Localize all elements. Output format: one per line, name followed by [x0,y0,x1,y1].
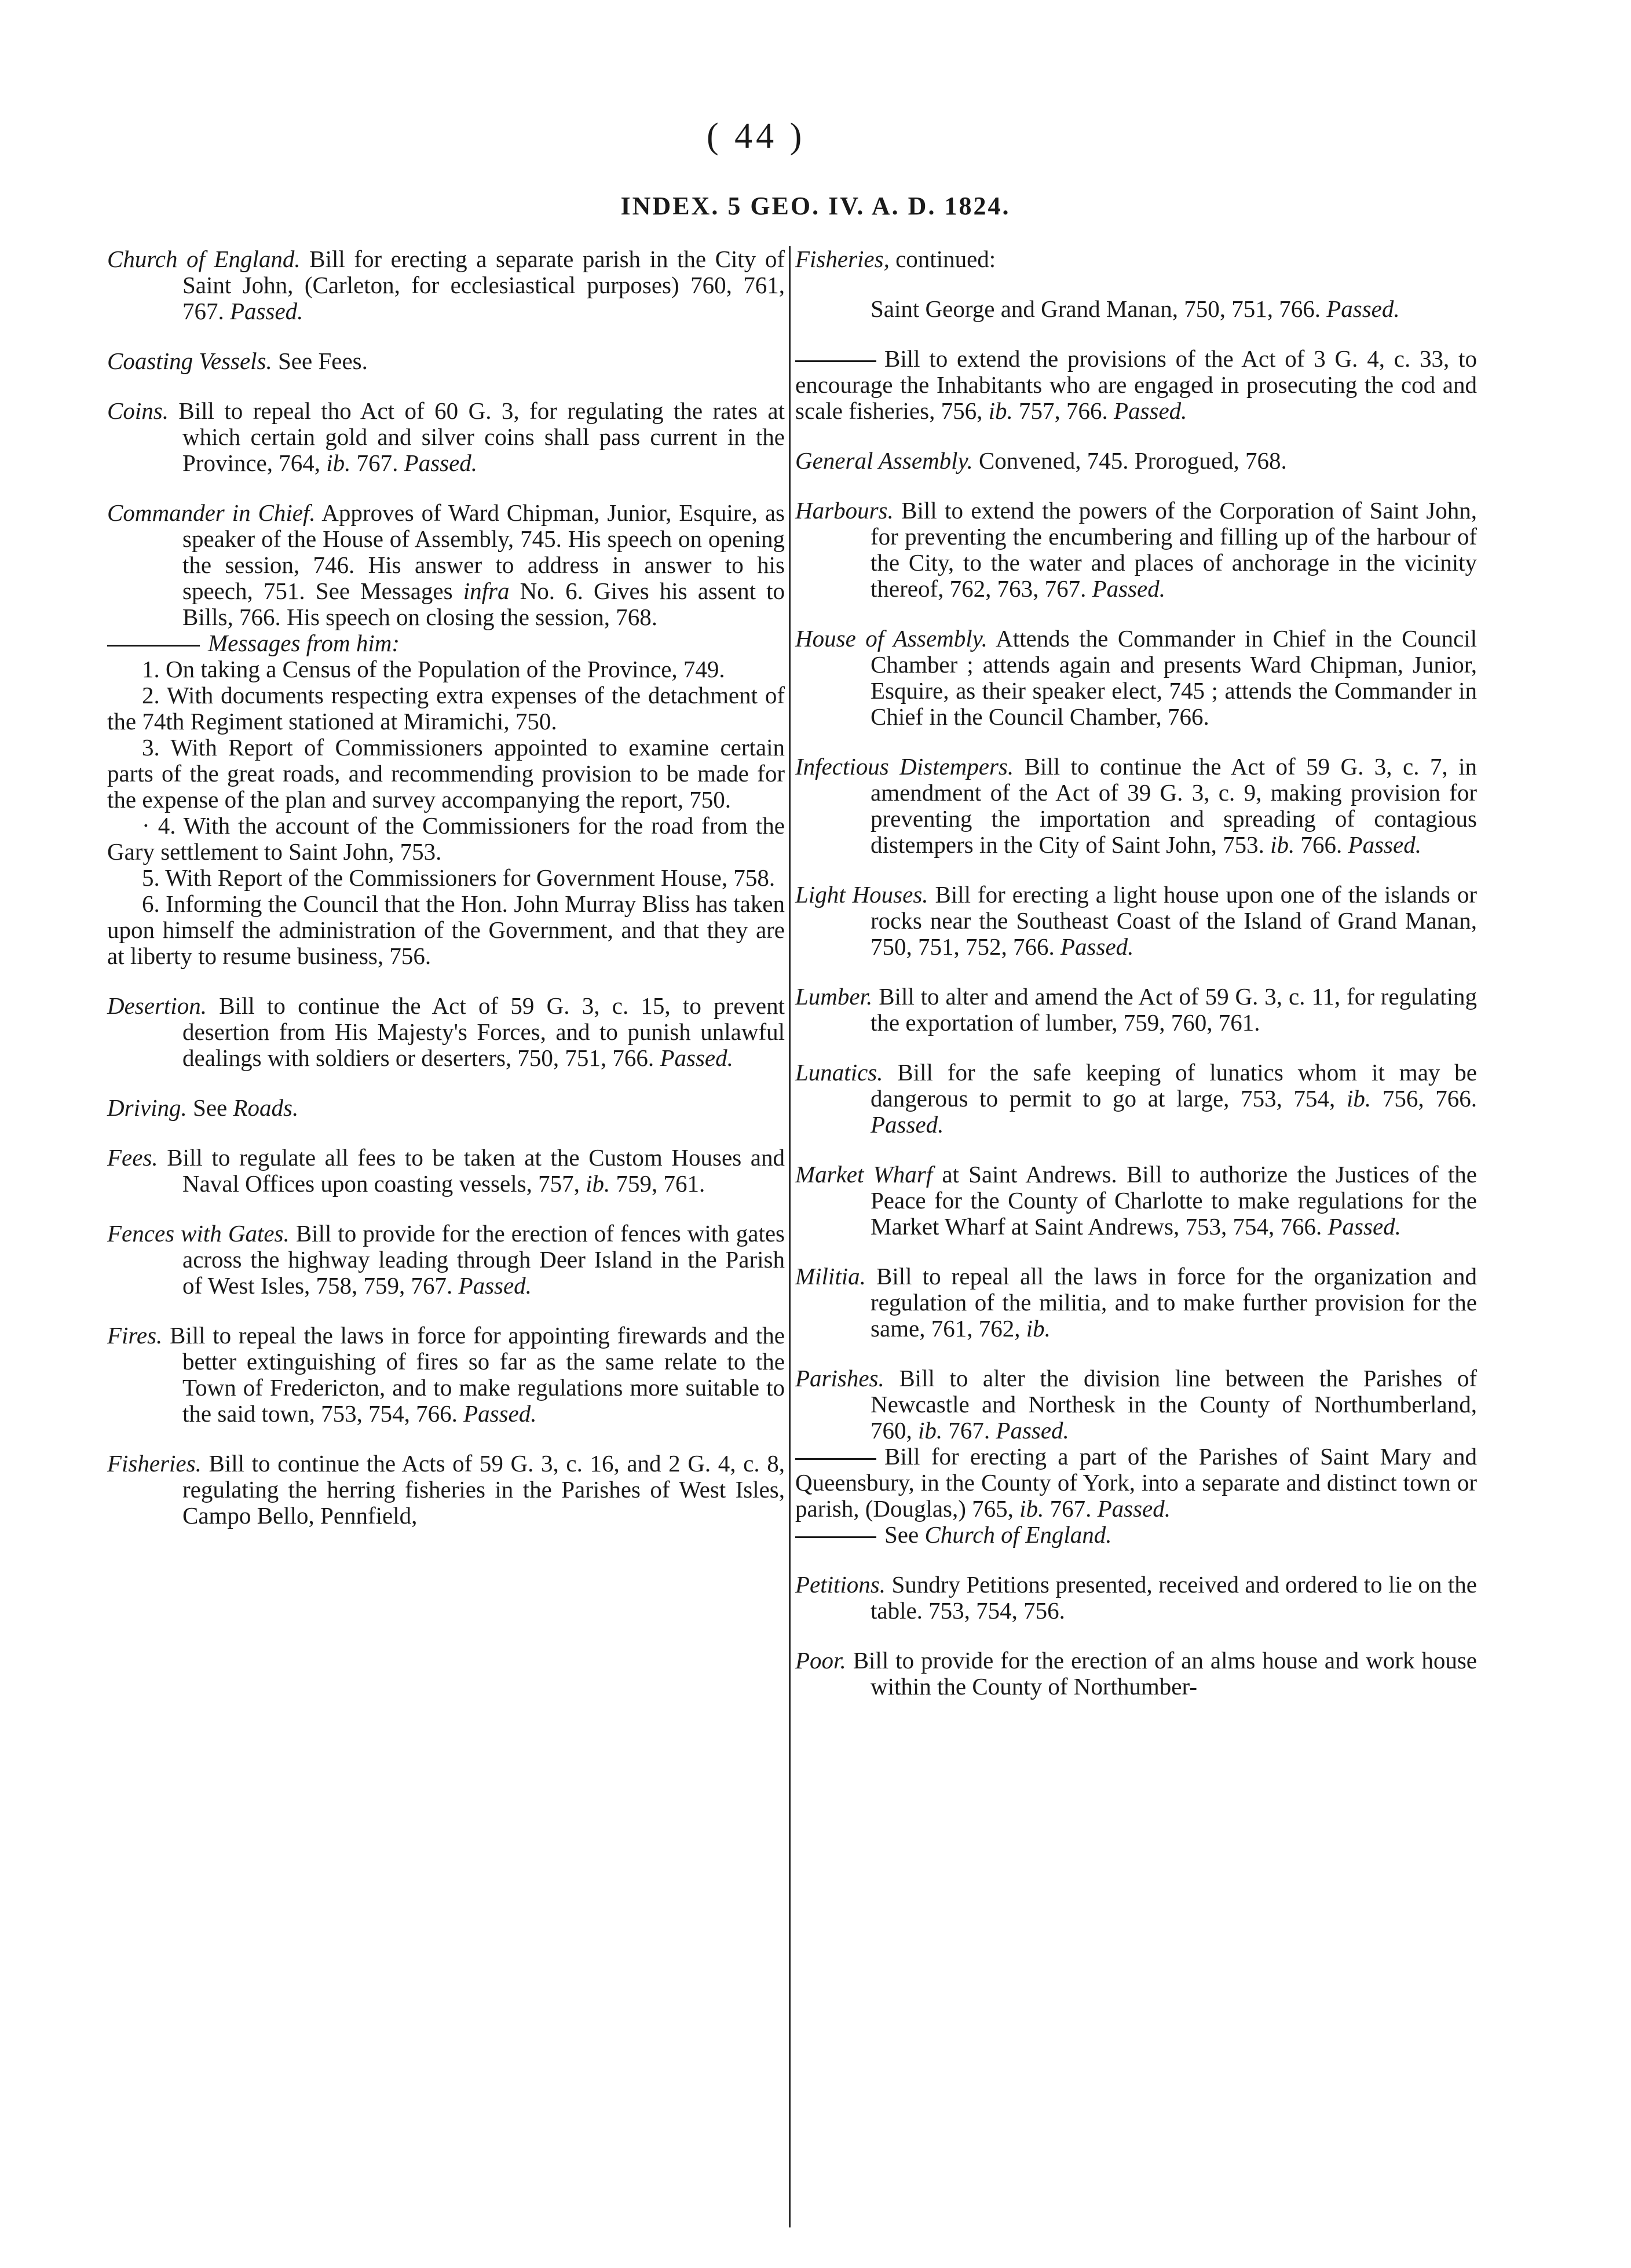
page-number: ( 44 ) [707,116,806,156]
right-column [795,246,1477,1723]
sub-entry: Bill for erecting a part of the Parishes of Saint Mary and Queensbury, in the County of York, into a separate and distinct town or parish, (Douglas,) 765, ib. 767. Passed. [795,1443,1477,1522]
index-entry-petitions: Petitions. Sundry Petitions presented, received and ordered to lie on the table. 753, 754, 756. [795,1571,1477,1624]
message-item: 2. With documents respecting extra expenses of the detachment of the 74th Regiment stationed at Miramichi, 750. [107,682,785,735]
index-entry-parishes: Parishes. Bill to alter the division line between the Parishes of Newcastle and Northesk in the County of Northumberland, 760, ib. 767. Passed. Bill for erecting a part of the Parishes of Saint Mary and Queensbury, in the County of York, into a separate and distinct town or parish, (Douglas,) 765, ib. 767. Passed. See Church of England. [795,1365,1477,1548]
index-entry-harbours: Harbours. Bill to extend the powers of the Corporation of Saint John, for preventing the encumbering and filling up of the harbour of the City, to the water and places of anchorage in the vicinity thereof, 762, 763, 767. Passed. [795,497,1477,602]
index-entry-church-of-england: Church of England. Bill for erecting a separate parish in the City of Saint John, (Carleton, for ecclesiastical purposes) 760, 761, 767. Passed. [107,246,785,324]
index-entry-fences-with-gates: Fences with Gates. Bill to provide for the erection of fences with gates across the highway leading through Deer Island in the Parish of West Isles, 758, 759, 767. Passed. [107,1220,785,1299]
index-entry-fisheries-continued: Fisheries, continued: Saint George and Grand Manan, 750, 751, 766. Passed. Bill to extend the provisions of the Act of 3 G. 4, c. 33, to encourage the Inhabitants who are engaged in prosecuting the cod and scale fisheries, 756, ib. 757, 766. Passed. [795,246,1477,424]
index-entry-coins: Coins. Bill to repeal tho Act of 60 G. 3, for regulating the rates at which certain gold and silver coins shall pass current in the Province, 764, ib. 767. Passed. [107,397,785,476]
index-entry-driving: Driving. See Roads. [107,1094,299,1121]
index-entry-lumber: Lumber. Bill to alter and amend the Act of 59 G. 3, c. 11, for regulating the exportation of lumber, 759, 760, 761. [795,983,1477,1036]
sub-entry: Bill to extend the provisions of the Act of 3 G. 4, c. 33, to encourage the Inhabitants who are engaged in prosecuting the cod and scale fisheries, 756, ib. 757, 766. Passed. [795,345,1477,424]
index-entry-fires: Fires. Bill to repeal the laws in force for appointing firewards and the better extinguishing of fires so far as the same relate to the Town of Fredericton, and to make regulations more suitable to the said town, 753, 754, 766. Passed. [107,1322,785,1427]
index-entry-militia: Militia. Bill to repeal all the laws in force for the organization and regulation of the militia, and to make further provision for the same, 761, 762, ib. [795,1263,1477,1342]
page-header: INDEX. 5 GEO. IV. A. D. 1824. [620,192,1011,220]
message-item: 1. On taking a Census of the Population of the Province, 749. [142,656,725,682]
messages-heading: Messages from him: [107,630,785,656]
index-entry-house-of-assembly: House of Assembly. Attends the Commander in Chief in the Council Chamber ; attends again and presents Ward Chipman, Junior, Esquire, as their speaker elect, 745 ; attends the Commander in Chief in the Council Chamber, 766. [795,625,1477,730]
index-entry-desertion: Desertion. Bill to continue the Act of 59 G. 3, c. 15, to prevent desertion from His Majesty's Forces, and to punish unlawful dealings with soldiers or deserters, 750, 751, 766. Passed. [107,992,785,1071]
index-entry-general-assembly: General Assembly. Convened, 745. Prorogued, 768. [795,447,1287,474]
message-item: 3. With Report of Commissioners appointed to examine certain parts of the great roads, and recommending provision to be made for the expense of the plan and survey accompanying the report, 750. [107,734,785,813]
sub-entry-see-also: See Church of England. [795,1522,1477,1548]
index-entry-commander-in-chief: Commander in Chief. Approves of Ward Chipman, Junior, Esquire, as speaker of the House of Assembly, 745. His speech on opening the session, 746. His answer to address in answer to his speech, 751. See Messages infra No. 6. Gives his assent to Bills, 766. His speech on closing the session, 768. Messages from him: 1. On taking a Census of the Population of the Province, 749. 2. With documents respecting extra expenses of the detachment of the 74th Regiment stationed at Miramichi, 750. 3. With Report of Commissioners appointed to examine certain parts of the great roads, and recommending provision to be made for the expense of the plan and survey accompanying the report, 750. · 4. With the account of the Commissioners for the road from the Gary settlement to Saint John, 753. 5. With Report of the Commissioners for Government House, 758. 6. Informing the Council that the Hon. John Murray Bliss has taken upon himself the administration of the Government, and that they are at liberty to resume business, 756. [107,499,785,969]
index-entry-fees: Fees. Bill to regulate all fees to be taken at the Custom Houses and Naval Offices upon coasting vessels, 757, ib. 759, 761. [107,1144,785,1197]
index-entry-fisheries: Fisheries. Bill to continue the Acts of 59 G. 3, c. 16, and 2 G. 4, c. 8, regulating the herring fisheries in the Parishes of West Isles, Campo Bello, Pennfield, [107,1450,785,1529]
index-entry-market-wharf: Market Wharf at Saint Andrews. Bill to authorize the Justices of the Peace for the County of Charlotte to make regulations for the Market Wharf at Saint Andrews, 753, 754, 766. Passed. [795,1161,1477,1240]
message-item: 5. With Report of the Commissioners for Government House, 758. [142,864,776,891]
column-divider [789,246,791,2227]
index-entry-lunatics: Lunatics. Bill for the safe keeping of lunatics whom it may be dangerous to permit to go at large, 753, 754, ib. 756, 766. Passed. [795,1059,1478,1138]
index-entry-coasting-vessels: Coasting Vessels. See Fees. [107,348,368,374]
index-entry-infectious-distempers: Infectious Distempers. Bill to continue the Act of 59 G. 3, c. 7, in amendment of the Act of 39 G. 3, c. 9, making provision for preventing the importation and spreading of contagious distempers in the City of Saint John, 753. ib. 766. Passed. [795,753,1477,858]
message-item: 6. Informing the Council that the Hon. John Murray Bliss has taken upon himself the administration of the Government, and that they are at liberty to resume business, 756. [107,890,785,969]
index-entry-light-houses: Light Houses. Bill for erecting a light house upon one of the islands or rocks near the Southeast Coast of the Island of Grand Manan, 750, 751, 752, 766. Passed. [795,881,1477,960]
index-entry-poor: Poor. Bill to provide for the erection of an alms house and work house within the County of Northumber- [795,1647,1477,1700]
left-column [107,246,785,1553]
message-item: · 4. With the account of the Commissioners for the road from the Gary settlement to Saint John, 753. [107,812,785,865]
